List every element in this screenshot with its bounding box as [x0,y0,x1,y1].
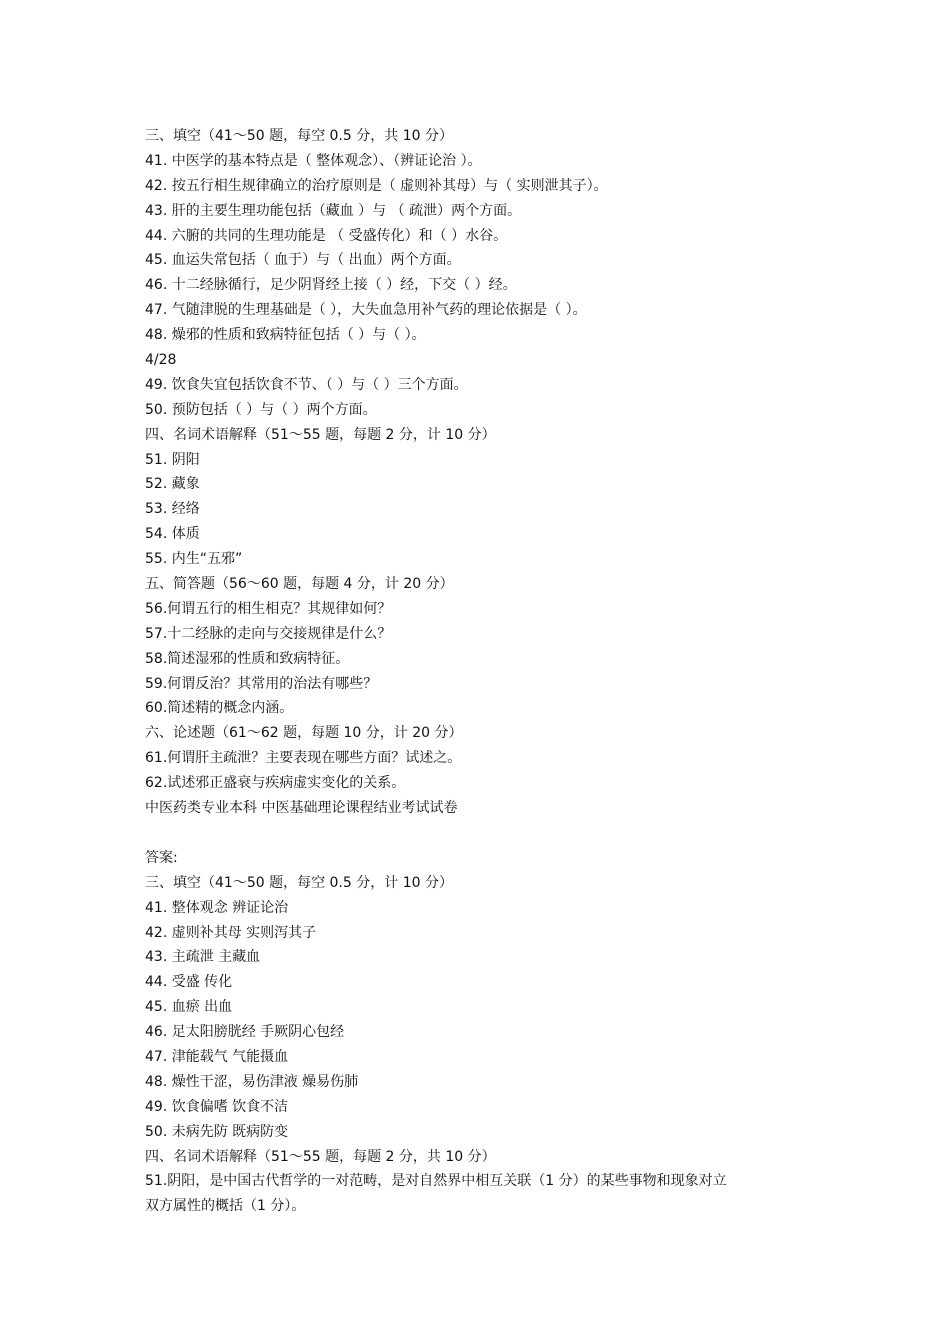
answer-45: 45. 血瘀 出血 [145,999,233,1016]
question-54: 54. 体质 [145,526,200,543]
question-51: 51. 阴阳 [145,451,200,468]
question-45: 45. 血运失常包括（ 血于）与（ 出血）两个方面。 [145,252,461,269]
question-60: 60.简述精的概念内涵。 [145,700,294,717]
question-47: 47. 气随津脱的生理基础是（ ），大失血急用补气药的理论依据是（ ）。 [145,302,587,319]
question-55: 55. 内生“五邪” [145,551,243,568]
question-41: 41. 中医学的基本特点是（ 整体观念）、（辨证论治 ）。 [145,152,482,169]
section-heading-terms: 四、名词术语解释（51～55 题，每题 2 分，计 10 分） [145,426,496,443]
exam-title: 中医药类专业本科 中医基础理论课程结业考试试卷 [145,800,458,817]
page-number: 4/28 [145,352,177,369]
question-61: 61.何谓肝主疏泄？主要表现在哪些方面？试述之。 [145,750,462,767]
answer-51-line-1: 51.阴阳，是中国古代哲学的一对范畴，是对自然界中相互关联（1 分）的某些事物和现象对立 [145,1173,727,1190]
answer-48: 48. 燥性干涩，易伤津液 燥易伤肺 [145,1073,359,1090]
question-42: 42. 按五行相生规律确立的治疗原则是（ 虚则补其母）与（ 实则泄其子）。 [145,177,608,194]
answer-42: 42. 虚则补其母 实则泻其子 [145,924,317,941]
answer-51-line-2: 双方属性的概括（1 分）。 [145,1198,306,1215]
question-44: 44. 六腑的共同的生理功能是 （ 受盛传化）和（ ）水谷。 [145,227,508,244]
section-heading-short-answer: 五、简答题（56～60 题，每题 4 分，计 20 分） [145,576,454,593]
answer-50: 50. 未病先防 既病防变 [145,1123,289,1140]
spacer [145,821,835,846]
answer-section-terms: 四、名词术语解释（51～55 题，每题 2 分，共 10 分） [145,1148,496,1165]
question-52: 52. 藏象 [145,476,200,493]
answer-41: 41. 整体观念 辨证论治 [145,899,289,916]
question-48: 48. 燥邪的性质和致病特征包括（ ）与（ ）。 [145,327,426,344]
question-59: 59.何谓反治？其常用的治法有哪些？ [145,675,378,692]
question-46: 46. 十二经脉循行，足少阴肾经上接（ ）经，下交（ ）经。 [145,277,517,294]
question-57: 57.十二经脉的走向与交接规律是什么？ [145,625,392,642]
question-56: 56.何谓五行的相生相克？其规律如何？ [145,600,392,617]
section-heading-fill-blank: 三、填空（41～50 题，每空 0.5 分，共 10 分） [145,128,453,144]
answer-43: 43. 主疏泄 主藏血 [145,949,261,966]
question-58: 58.简述湿邪的性质和致病特征。 [145,650,350,667]
answer-46: 46. 足太阳膀胱经 手厥阴心包经 [145,1024,345,1041]
answer-44: 44. 受盛 传化 [145,974,233,991]
question-50: 50. 预防包括（ ）与（ ）两个方面。 [145,401,377,418]
section-heading-essay: 六、论述题（61～62 题，每题 10 分，计 20 分） [145,725,463,742]
answer-47: 47. 津能载气 气能摄血 [145,1048,289,1065]
question-53: 53. 经络 [145,501,200,518]
question-49: 49. 饮食失宜包括饮食不节、（ ）与（ ）三个方面。 [145,376,468,393]
answer-49: 49. 饮食偏嗜 饮食不洁 [145,1098,289,1115]
question-62: 62.试述邪正盛衰与疾病虚实变化的关系。 [145,775,406,792]
question-43: 43. 肝的主要生理功能包括（藏血 ）与 （ 疏泄）两个方面。 [145,202,522,219]
answer-section-fill-blank: 三、填空（41～50 题，每空 0.5 分，计 10 分） [145,874,453,891]
answers-heading: 答案: [145,849,178,866]
document-page [145,124,835,1219]
